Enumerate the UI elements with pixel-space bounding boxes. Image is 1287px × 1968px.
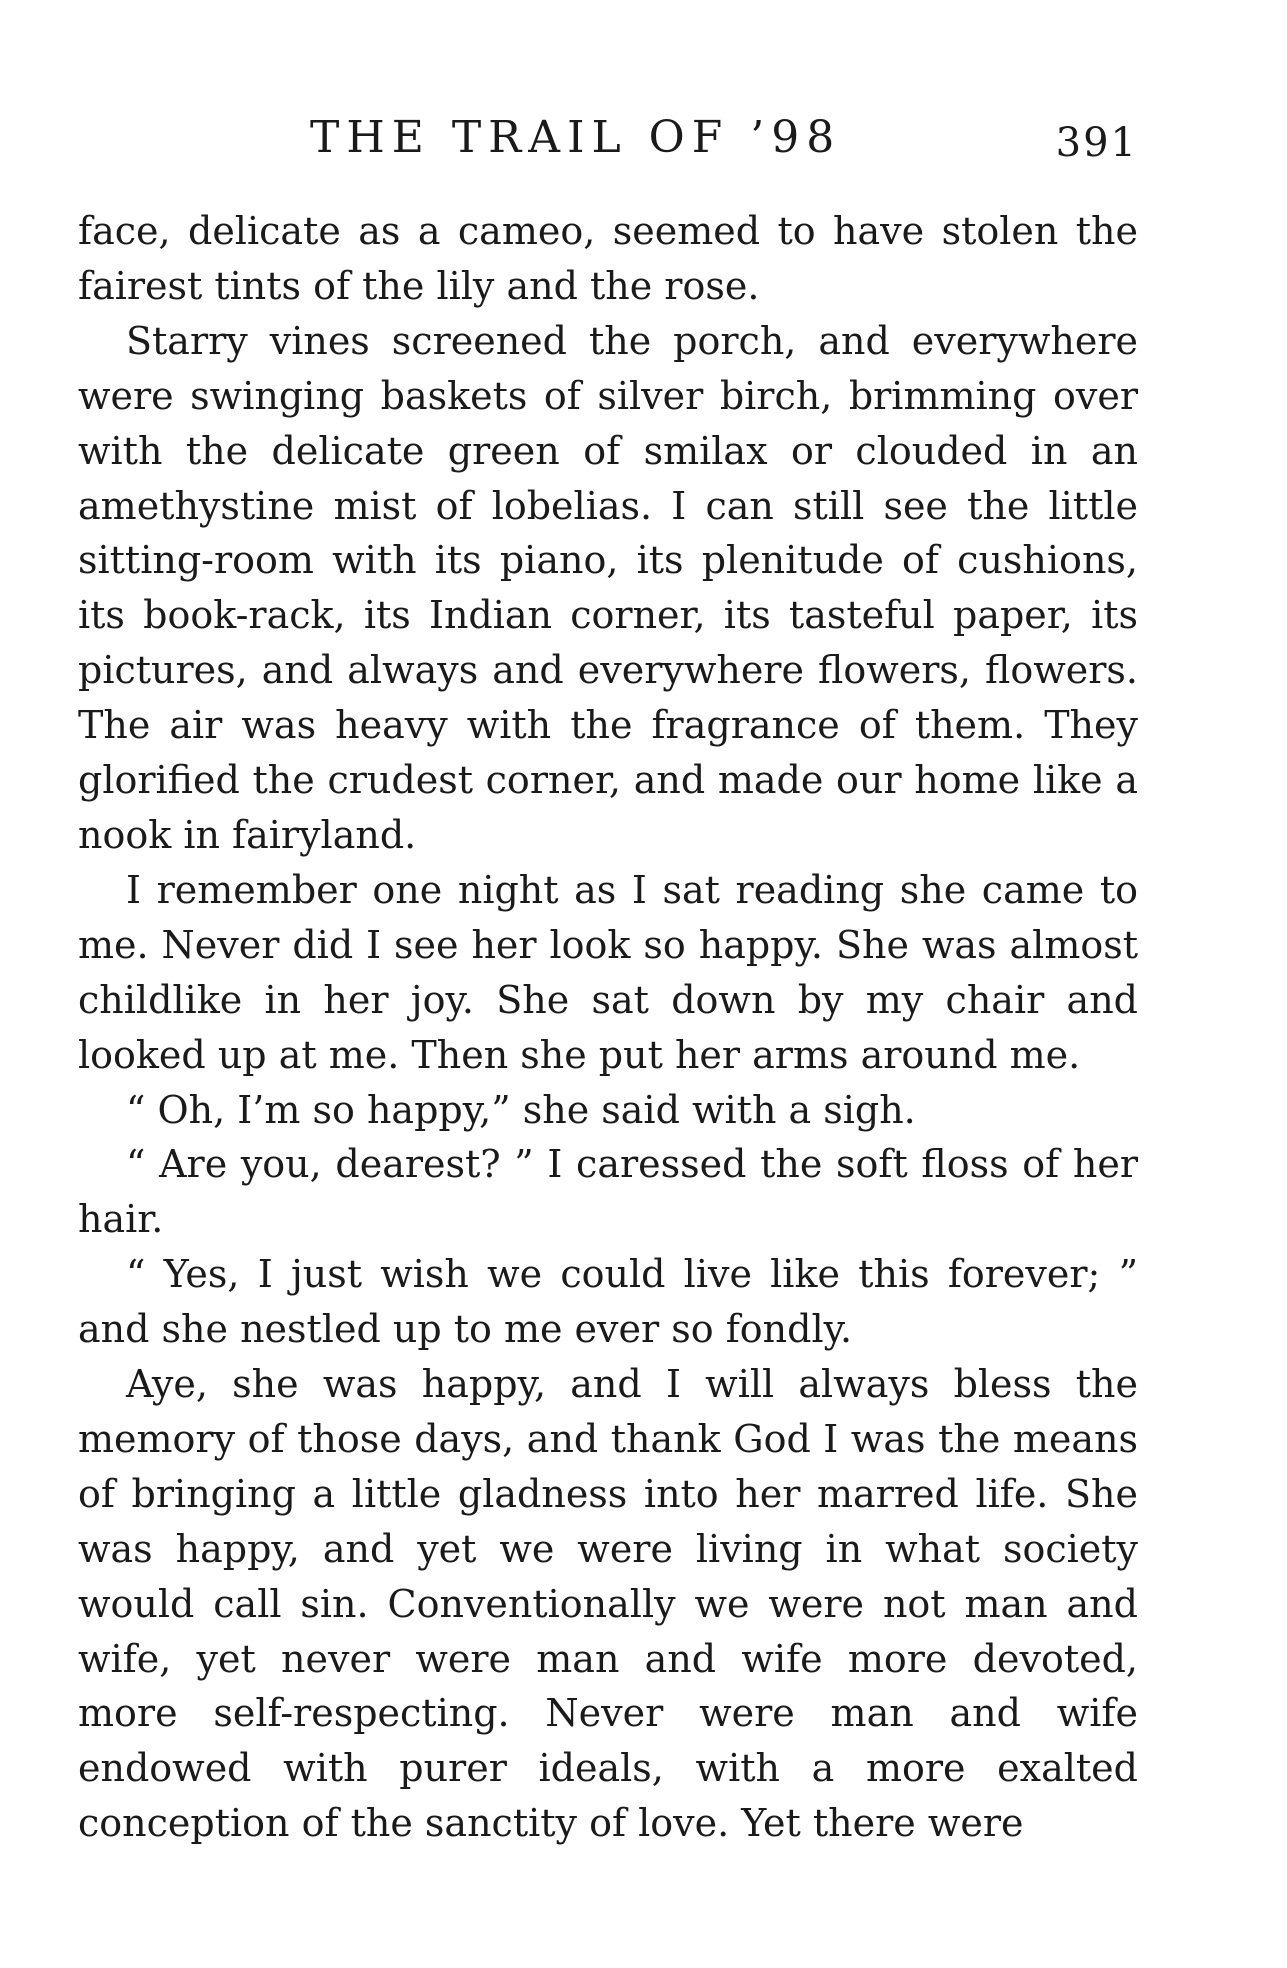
page-number: 391 — [1055, 120, 1138, 166]
dialogue-paragraph: “ Yes, I just wish we could live like this forever; ” and she nestled up to me ever so fondly. — [78, 1252, 1138, 1352]
text-body — [78, 204, 1138, 1851]
paragraph: Starry vines screened the porch, and everywhere were swinging baskets of silver birch, brimming over with the delicate green of smilax or clouded in an amethystine mist of lobelias. I can still see the little sitting-room with its piano, its plenitude of cushions, its book-rack, its Indian corner, its tasteful paper, its pictures, and always and everywhere flowers, flowers. The air was heavy with the fragrance of them. They glorified the crudest corner, and made our home like a nook in fairyland. — [78, 318, 1138, 857]
paragraph-continued: face, delicate as a cameo, seemed to have stolen the fairest tints of the lily and the rose. — [78, 209, 1138, 308]
running-title: THE TRAIL OF ’98 — [310, 112, 842, 163]
paragraph: I remember one night as I sat reading she came to me. Never did I see her look so happy. She was almost childlike in her joy. She sat down by my chair and looked up at me. Then she put her arms around me. — [78, 867, 1138, 1077]
dialogue-paragraph: “ Oh, I’m so happy,” she said with a sigh. — [126, 1087, 916, 1132]
paragraph: Aye, she was happy, and I will always bless the memory of those days, and thank God I was the means of bringing a little gladness into her marred life. She was happy, and yet we were living in what society would call sin. Conventionally we were not man and wife, yet never were man and wife more devoted, more self-respecting. Never were man and wife endowed with purer ideals, with a more exalted conception of the sanctity of love. Yet there were — [78, 1362, 1138, 1846]
dialogue-paragraph: “ Are you, dearest? ” I caressed the soft floss of her hair. — [78, 1142, 1138, 1242]
running-head — [78, 112, 1138, 172]
